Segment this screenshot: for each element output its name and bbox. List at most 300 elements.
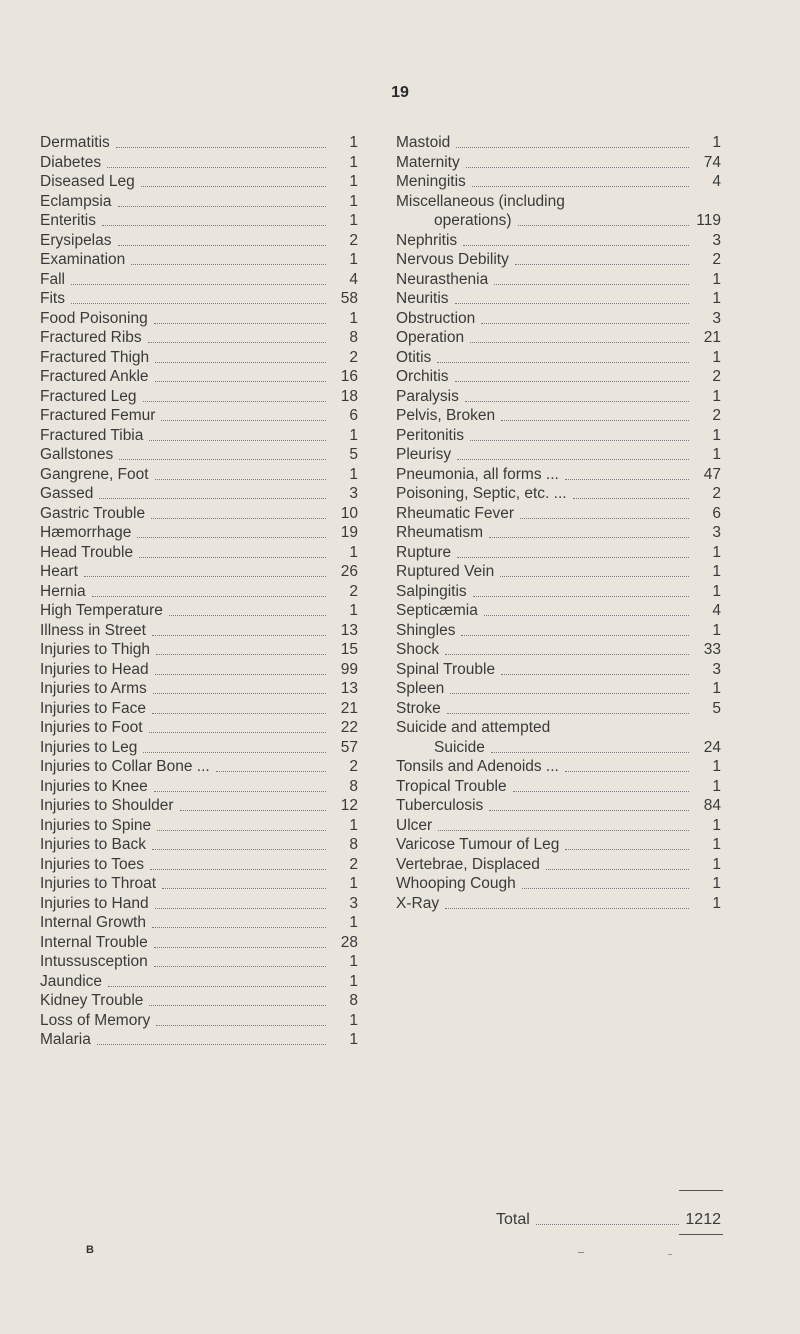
leader-dots xyxy=(484,615,689,616)
cause-label: Tropical Trouble xyxy=(396,777,507,795)
count-value: 21 xyxy=(340,699,358,717)
leader-dots xyxy=(470,440,689,441)
total-row xyxy=(396,1210,721,1230)
total-label: Total xyxy=(496,1211,530,1228)
leader-dots xyxy=(71,284,326,285)
leader-dots xyxy=(515,264,689,265)
count-value: 1 xyxy=(349,426,358,444)
count-value: 4 xyxy=(712,602,721,619)
table-row xyxy=(40,582,358,602)
table-row xyxy=(396,582,721,602)
table-row xyxy=(396,699,721,719)
leader-dots xyxy=(152,927,326,928)
cause-label: Pleurisy xyxy=(396,446,452,463)
cause-label: Shock xyxy=(396,641,440,658)
leader-dots xyxy=(161,420,326,421)
cause-label: Gallstones xyxy=(40,446,114,463)
count-value: 1 xyxy=(712,621,721,639)
leader-dots xyxy=(92,596,326,597)
cause-label: Injuries to Face xyxy=(40,699,146,717)
table-row xyxy=(396,777,721,797)
table-row xyxy=(40,426,358,446)
count-value: 8 xyxy=(349,992,358,1009)
cause-label: Injuries to Head xyxy=(40,660,149,678)
leader-dots xyxy=(152,849,326,850)
table-row xyxy=(40,640,358,660)
count-value: 74 xyxy=(703,153,721,171)
cause-label: Nephritis xyxy=(396,231,458,249)
count-value: 99 xyxy=(340,660,358,678)
count-value: 1 xyxy=(712,270,721,288)
table-row xyxy=(396,231,721,251)
cause-label: Enteritis xyxy=(40,212,96,229)
table-row xyxy=(396,855,721,875)
count-value: 1 xyxy=(349,1011,358,1029)
table-row xyxy=(396,543,721,563)
count-value: 1 xyxy=(349,212,358,229)
table-row xyxy=(40,777,358,797)
leader-dots xyxy=(137,537,326,538)
table-row xyxy=(396,348,721,368)
table-row xyxy=(396,796,721,816)
cause-label: Eclampsia xyxy=(40,192,112,210)
cause-label: Food Poisoning xyxy=(40,309,148,327)
cause-label: Fractured Leg xyxy=(40,387,137,405)
cause-label: Septicæmia xyxy=(396,602,478,619)
cause-label: Tuberculosis xyxy=(396,797,484,814)
leader-dots xyxy=(155,381,326,382)
count-value: 22 xyxy=(340,719,358,736)
count-value: 1 xyxy=(349,972,358,990)
table-row xyxy=(40,523,358,543)
leader-dots xyxy=(438,830,689,831)
table-row xyxy=(40,621,358,641)
cause-label: Fits xyxy=(40,290,65,307)
table-row xyxy=(396,387,721,407)
cause-label: Ruptured Vein xyxy=(396,563,495,580)
leader-dots xyxy=(445,654,689,655)
cause-label: High Temperature xyxy=(40,602,163,619)
table-row xyxy=(396,211,721,231)
cause-label: Fractured Thigh xyxy=(40,348,150,366)
leader-dots xyxy=(141,186,326,187)
leader-dots xyxy=(108,986,326,987)
count-value: 57 xyxy=(340,738,358,756)
table-row xyxy=(396,172,721,192)
leader-dots xyxy=(153,693,326,694)
leader-dots xyxy=(447,713,689,714)
leader-dots xyxy=(457,459,689,460)
cause-label: Injuries to Hand xyxy=(40,894,149,912)
leader-dots xyxy=(216,771,326,772)
leader-dots xyxy=(169,615,326,616)
leader-dots xyxy=(84,576,326,577)
table-row xyxy=(396,757,721,777)
table-row xyxy=(40,933,358,953)
count-value: 1 xyxy=(349,134,358,151)
table-row xyxy=(396,816,721,836)
leader-dots xyxy=(118,245,327,246)
table-row xyxy=(40,543,358,563)
leader-dots xyxy=(180,810,326,811)
leader-dots xyxy=(470,342,689,343)
total-value: 1212 xyxy=(685,1211,721,1228)
leader-dots xyxy=(155,908,326,909)
signature-mark: B xyxy=(86,1244,94,1256)
table-row xyxy=(40,894,358,914)
table-row xyxy=(40,270,358,290)
table-row xyxy=(396,621,721,641)
table-row xyxy=(396,504,721,524)
leader-dots xyxy=(155,362,326,363)
cause-label: Jaundice xyxy=(40,972,103,990)
table-row xyxy=(40,855,358,875)
table-row xyxy=(396,601,721,621)
count-value: 1 xyxy=(349,816,358,834)
leader-dots xyxy=(99,498,326,499)
table-row xyxy=(396,250,721,270)
cause-label: Ulcer xyxy=(396,816,433,834)
table-row xyxy=(396,738,721,758)
count-value: 1 xyxy=(349,602,358,619)
cause-label: Injuries to Spine xyxy=(40,816,152,834)
count-value: 2 xyxy=(349,348,358,366)
page-number: 19 xyxy=(391,84,409,101)
count-value: 8 xyxy=(349,777,358,795)
table-row xyxy=(396,660,721,680)
table-row xyxy=(396,426,721,446)
count-value: 1 xyxy=(712,543,721,561)
table-row xyxy=(396,484,721,504)
count-value: 8 xyxy=(349,836,358,853)
count-value: 1 xyxy=(349,465,358,483)
cause-label: Injuries to Foot xyxy=(40,719,143,736)
cause-label: Miscellaneous (including xyxy=(396,192,565,210)
cause-label: Rupture xyxy=(396,543,452,561)
table-row xyxy=(40,445,358,465)
table-row xyxy=(396,679,721,699)
leader-dots xyxy=(119,459,326,460)
table-row xyxy=(40,660,358,680)
count-value: 5 xyxy=(712,699,721,717)
leader-dots xyxy=(501,674,689,675)
count-value: 3 xyxy=(349,485,358,502)
count-value: 1 xyxy=(349,173,358,190)
count-value: 4 xyxy=(712,173,721,190)
table-row xyxy=(396,718,721,738)
cause-label: Spleen xyxy=(396,680,445,697)
cause-label: Obstruction xyxy=(396,309,476,327)
leader-dots xyxy=(456,147,689,148)
leader-dots xyxy=(481,323,689,324)
count-value: 6 xyxy=(712,504,721,522)
count-value: 1 xyxy=(349,953,358,970)
cause-label: Pneumonia, all forms ... xyxy=(396,465,559,483)
leader-dots xyxy=(501,420,689,421)
leader-dots xyxy=(513,791,689,792)
leader-dots xyxy=(149,732,326,733)
count-value: 1 xyxy=(712,777,721,795)
leader-dots xyxy=(139,557,326,558)
leader-dots xyxy=(437,362,689,363)
leader-dots xyxy=(156,1025,326,1026)
leader-dots xyxy=(154,947,326,948)
leader-dots xyxy=(154,966,326,967)
leader-dots xyxy=(455,381,689,382)
count-value: 1 xyxy=(712,290,721,307)
count-value: 3 xyxy=(349,894,358,912)
cause-label: Illness in Street xyxy=(40,621,146,639)
count-value: 2 xyxy=(712,485,721,502)
count-value: 3 xyxy=(712,660,721,678)
cause-label: Injuries to Collar Bone ... xyxy=(40,758,210,775)
cause-label: Maternity xyxy=(396,153,460,171)
count-value: 4 xyxy=(349,270,358,288)
count-value: 5 xyxy=(349,446,358,463)
count-value: 1 xyxy=(349,192,358,210)
count-value: 1 xyxy=(712,680,721,697)
count-value: 1 xyxy=(712,855,721,873)
cause-label: Heart xyxy=(40,563,78,580)
cause-label: Injuries to Arms xyxy=(40,680,147,697)
count-value: 1 xyxy=(349,153,358,171)
table-row xyxy=(40,504,358,524)
count-value: 1 xyxy=(712,348,721,366)
table-row xyxy=(396,894,721,914)
count-value: 13 xyxy=(340,680,358,697)
leader-dots xyxy=(450,693,689,694)
leader-dots xyxy=(151,518,326,519)
count-value: 1 xyxy=(349,914,358,931)
count-value: 15 xyxy=(340,641,358,658)
leader-dots xyxy=(518,225,689,226)
leader-dots xyxy=(102,225,326,226)
table-row xyxy=(40,952,358,972)
table-row xyxy=(40,601,358,621)
leader-dots xyxy=(152,713,326,714)
table-row xyxy=(396,640,721,660)
count-value: 2 xyxy=(349,582,358,600)
cause-label: Orchitis xyxy=(396,368,449,385)
count-value: 2 xyxy=(712,368,721,385)
cause-label: Injuries to Thigh xyxy=(40,641,150,658)
cause-label: operations) xyxy=(434,212,512,229)
table-row xyxy=(396,874,721,894)
table-row xyxy=(40,816,358,836)
count-value: 1 xyxy=(712,758,721,775)
leader-dots xyxy=(573,498,689,499)
cause-label: Fractured Ankle xyxy=(40,368,149,385)
table-row xyxy=(40,991,358,1011)
count-value: 12 xyxy=(340,797,358,814)
count-value: 1 xyxy=(349,1031,358,1048)
cause-label: Dermatitis xyxy=(40,134,110,151)
table-row xyxy=(40,211,358,231)
cause-label: Hæmorrhage xyxy=(40,524,132,541)
count-value: 1 xyxy=(349,875,358,892)
cause-label: Salpingitis xyxy=(396,582,467,600)
count-value: 10 xyxy=(340,504,358,522)
table-row xyxy=(40,348,358,368)
leader-dots xyxy=(565,771,689,772)
leader-dots xyxy=(149,1005,326,1006)
leader-dots xyxy=(118,206,327,207)
count-value: 1 xyxy=(712,894,721,912)
cause-label: Intussusception xyxy=(40,953,148,970)
leader-dots xyxy=(155,479,326,480)
table-row xyxy=(40,679,358,699)
cause-label: Loss of Memory xyxy=(40,1011,151,1029)
table-row xyxy=(396,289,721,309)
cause-label: Rheumatic Fever xyxy=(396,504,515,522)
cause-label: Poisoning, Septic, etc. ... xyxy=(396,485,567,502)
leader-dots xyxy=(131,264,326,265)
table-row xyxy=(40,250,358,270)
total-rule-top xyxy=(396,1190,721,1191)
leader-dots xyxy=(445,908,689,909)
table-row xyxy=(40,796,358,816)
count-value: 1 xyxy=(712,426,721,444)
cause-label: Suicide xyxy=(434,738,485,756)
table-row xyxy=(40,972,358,992)
leader-dots xyxy=(107,167,326,168)
cause-label: Internal Trouble xyxy=(40,933,148,951)
table-row xyxy=(40,484,358,504)
leader-dots xyxy=(149,440,326,441)
count-value: 1 xyxy=(712,816,721,834)
leader-dots xyxy=(522,888,689,889)
left-column xyxy=(40,133,358,1050)
count-value: 26 xyxy=(340,563,358,580)
cause-label: Paralysis xyxy=(396,387,459,405)
cause-label: Gastric Trouble xyxy=(40,504,146,522)
leader-dots xyxy=(491,752,689,753)
cause-label: Diabetes xyxy=(40,153,102,171)
table-row xyxy=(396,153,721,173)
count-value: 1 xyxy=(349,543,358,561)
leader-dots xyxy=(148,342,326,343)
count-value: 58 xyxy=(340,290,358,307)
cause-label: Mastoid xyxy=(396,134,451,151)
leader-dots xyxy=(154,791,326,792)
leader-dots xyxy=(71,303,326,304)
table-row xyxy=(40,328,358,348)
cause-label: Whooping Cough xyxy=(396,875,516,892)
table-row xyxy=(396,270,721,290)
table-row xyxy=(396,523,721,543)
table-row xyxy=(40,738,358,758)
cause-label: Injuries to Throat xyxy=(40,875,157,892)
leader-dots xyxy=(154,323,326,324)
table-row xyxy=(40,192,358,212)
table-row xyxy=(396,835,721,855)
cause-label: Injuries to Toes xyxy=(40,855,144,873)
cause-label: Injuries to Leg xyxy=(40,738,138,756)
cause-label: Neurasthenia xyxy=(396,270,489,288)
cause-label: Tonsils and Adenoids ... xyxy=(396,758,559,775)
cause-label: Meningitis xyxy=(396,173,466,190)
leader-dots xyxy=(465,401,689,402)
table-row xyxy=(396,562,721,582)
table-row xyxy=(396,192,721,212)
table-row xyxy=(40,874,358,894)
cause-label: Varicose Tumour of Leg xyxy=(396,836,560,853)
cause-label: Operation xyxy=(396,329,465,346)
table-row xyxy=(40,699,358,719)
cause-label: Spinal Trouble xyxy=(396,660,496,678)
leader-dots xyxy=(150,869,326,870)
count-value: 6 xyxy=(349,407,358,424)
cause-label: Shingles xyxy=(396,621,456,639)
leader-dots xyxy=(143,752,326,753)
leader-dots xyxy=(536,1224,680,1225)
count-value: 1 xyxy=(712,836,721,853)
leader-dots xyxy=(520,518,689,519)
cause-label: Otitis xyxy=(396,348,432,366)
count-value: 2 xyxy=(712,251,721,268)
cause-label: Fractured Ribs xyxy=(40,329,142,346)
table-row xyxy=(396,445,721,465)
leader-dots xyxy=(155,674,326,675)
table-row xyxy=(40,406,358,426)
table-row xyxy=(396,406,721,426)
leader-dots xyxy=(565,849,689,850)
leader-dots xyxy=(162,888,326,889)
count-value: 1 xyxy=(349,309,358,327)
table-row xyxy=(40,231,358,251)
stray-mark xyxy=(668,1254,672,1255)
leader-dots xyxy=(143,401,327,402)
cause-label: Diseased Leg xyxy=(40,173,135,190)
count-value: 1 xyxy=(712,134,721,151)
table-row xyxy=(40,153,358,173)
count-value: 33 xyxy=(703,641,721,658)
leader-dots xyxy=(152,635,326,636)
table-row xyxy=(396,465,721,485)
cause-label: Injuries to Shoulder xyxy=(40,797,174,814)
cause-label: Fractured Femur xyxy=(40,407,156,424)
leader-dots xyxy=(565,479,689,480)
table-row xyxy=(40,309,358,329)
count-value: 119 xyxy=(696,212,721,229)
count-value: 84 xyxy=(703,797,721,814)
cause-label: Stroke xyxy=(396,699,441,717)
count-value: 1 xyxy=(712,563,721,580)
cause-label: Internal Growth xyxy=(40,914,146,931)
table-row xyxy=(40,172,358,192)
leader-dots xyxy=(116,147,326,148)
cause-label: X-Ray xyxy=(396,894,440,912)
count-value: 1 xyxy=(349,251,358,268)
cause-label: Hernia xyxy=(40,582,86,600)
leader-dots xyxy=(494,284,689,285)
count-value: 2 xyxy=(349,855,358,873)
leader-dots xyxy=(463,245,689,246)
count-value: 1 xyxy=(712,582,721,600)
table-row xyxy=(396,367,721,387)
leader-dots xyxy=(489,810,689,811)
count-value: 2 xyxy=(712,407,721,424)
count-value: 24 xyxy=(703,738,721,756)
count-value: 1 xyxy=(712,446,721,463)
count-value: 19 xyxy=(340,524,358,541)
count-value: 21 xyxy=(703,329,721,346)
leader-dots xyxy=(461,635,689,636)
cause-label: Neuritis xyxy=(396,290,449,307)
leader-dots xyxy=(546,869,689,870)
count-value: 28 xyxy=(340,933,358,951)
cause-label: Gangrene, Foot xyxy=(40,465,149,483)
